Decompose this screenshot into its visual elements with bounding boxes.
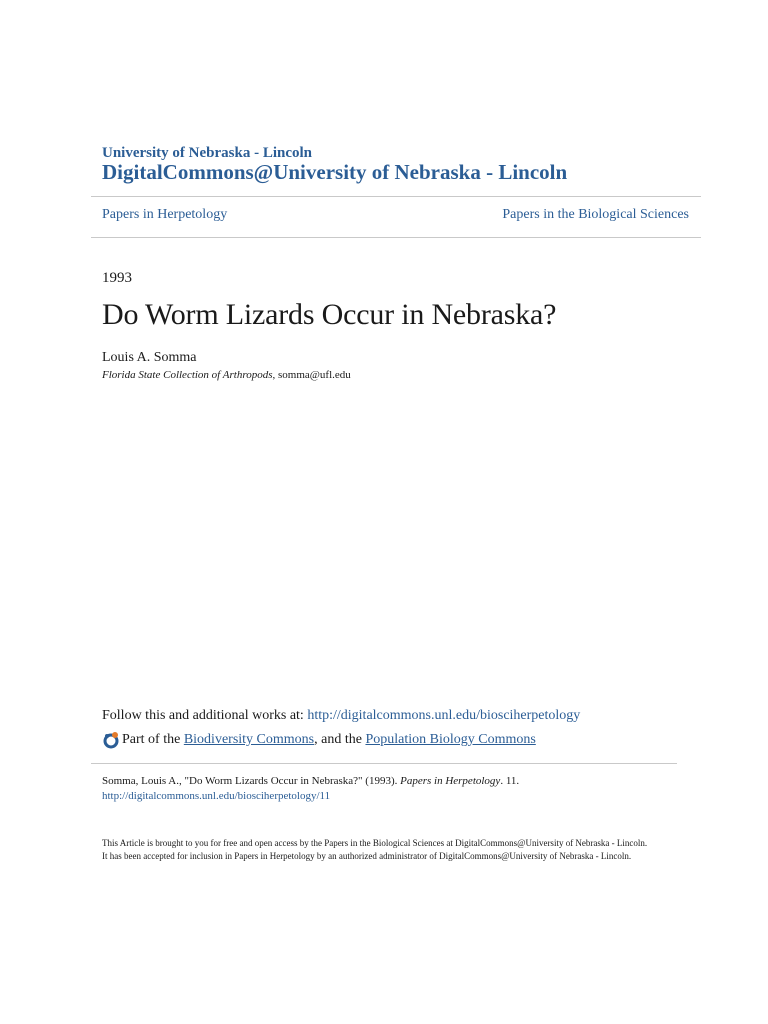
access-statement-line-2: It has been accepted for inclusion in Papers in Herpetology by an authorized administrator of DigitalCommons@University of Nebraska - Lincoln.	[102, 851, 632, 861]
institution-name[interactable]: University of Nebraska - Lincoln	[102, 145, 312, 161]
author-affiliation	[102, 369, 351, 381]
citation-divider	[91, 763, 677, 764]
population-biology-commons-link[interactable]: Population Biology Commons	[365, 732, 536, 747]
header-divider-top	[91, 196, 701, 197]
part-of-line	[102, 731, 536, 749]
nav-link-papers-biological-sciences[interactable]: Papers in the Biological Sciences	[502, 207, 689, 222]
affiliation-email: , somma@ufl.edu	[272, 369, 351, 381]
publication-year: 1993	[102, 270, 132, 286]
affiliation-institution: Florida State Collection of Arthropods	[102, 369, 273, 381]
nav-link-papers-in-herpetology[interactable]: Papers in Herpetology	[102, 207, 228, 222]
citation-url-link[interactable]: http://digitalcommons.unl.edu/biosciherpetology/11	[102, 790, 331, 802]
article-title: Do Worm Lizards Occur in Nebraska?	[102, 298, 557, 331]
follow-prefix: Follow this and additional works at:	[102, 708, 308, 723]
follow-line	[102, 708, 580, 724]
and-text: , and the	[314, 732, 366, 747]
access-statement	[102, 837, 647, 863]
part-of-prefix: Part of the	[122, 732, 184, 747]
follow-url-link[interactable]: http://digitalcommons.unl.edu/biosciherpetology	[307, 708, 581, 723]
biodiversity-commons-link[interactable]: Biodiversity Commons	[183, 732, 315, 747]
citation-text: Somma, Louis A., "Do Worm Lizards Occur in Nebraska?" (1993).	[102, 775, 401, 787]
header-divider-bottom	[91, 237, 701, 238]
citation-suffix: . 11.	[500, 775, 520, 787]
author-name: Louis A. Somma	[102, 350, 197, 365]
commons-network-icon	[102, 731, 120, 749]
access-statement-line-1: This Article is brought to you for free and open access by the Papers in the Biological Sciences at DigitalCommons@University of Nebraska - Lincoln.	[102, 838, 648, 848]
recommended-citation	[102, 775, 519, 787]
citation-journal: Papers in Herpetology	[400, 775, 501, 787]
repository-name[interactable]: DigitalCommons@University of Nebraska - Lincoln	[102, 160, 568, 184]
